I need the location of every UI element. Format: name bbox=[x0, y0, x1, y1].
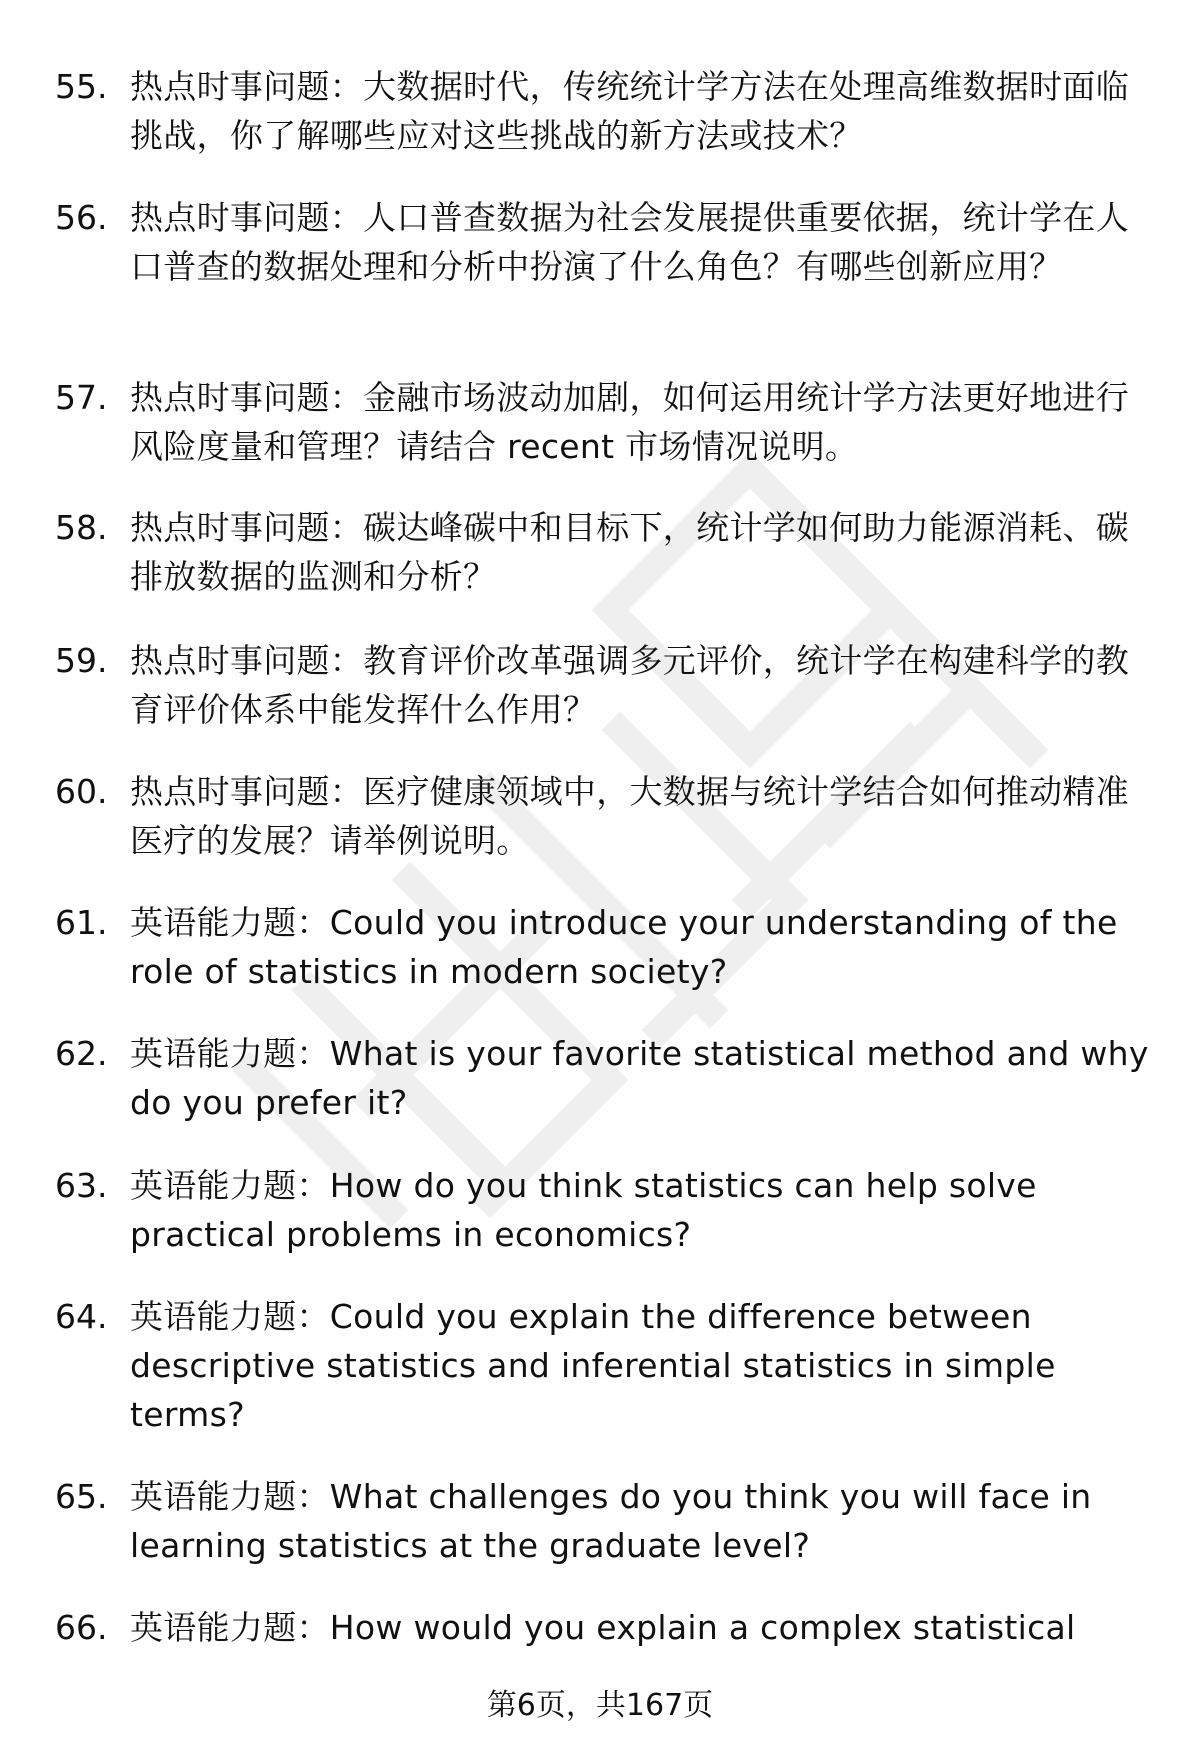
question-number: 58. bbox=[55, 508, 108, 547]
question-text: 热点时事问题：大数据时代，传统统计学方法在处理高维数据时面临挑战，你了解哪些应对这些挑战的新方法或技术？ bbox=[130, 67, 1129, 155]
question-text: 热点时事问题：教育评价改革强调多元评价，统计学在构建科学的教育评价体系中能发挥什么作用？ bbox=[130, 641, 1129, 729]
question-number: 63. bbox=[55, 1166, 108, 1205]
question-number: 55. bbox=[55, 67, 108, 106]
question-text: 英语能力题：How would you explain a complex statistical bbox=[130, 1608, 1076, 1647]
question-number: 60. bbox=[55, 772, 108, 811]
question-text: 英语能力题：Could you explain the difference between descriptive statistics and inferential statistics in simple terms? bbox=[130, 1297, 1056, 1434]
question-text: 热点时事问题：人口普查数据为社会发展提供重要依据，统计学在人口普查的数据处理和分析中扮演了什么角色？有哪些创新应用？ bbox=[130, 198, 1129, 286]
question-text: 热点时事问题：碳达峰碳中和目标下，统计学如何助力能源消耗、碳排放数据的监测和分析？ bbox=[130, 508, 1129, 596]
question-number: 59. bbox=[55, 641, 108, 680]
question-text: 英语能力题：What is your favorite statistical method and why do you prefer it? bbox=[130, 1034, 1149, 1122]
question-text: 英语能力题：Could you introduce your understanding of the role of statistics in modern society? bbox=[130, 903, 1118, 991]
question-number: 66. bbox=[55, 1608, 108, 1647]
question-number: 62. bbox=[55, 1034, 108, 1073]
question-text: 英语能力题：What challenges do you think you will face in learning statistics at the graduate level? bbox=[130, 1477, 1092, 1565]
question-number: 64. bbox=[55, 1297, 108, 1336]
question-number: 61. bbox=[55, 903, 108, 942]
question-number: 57. bbox=[55, 378, 108, 417]
question-text: 英语能力题：How do you think statistics can help solve practical problems in economics? bbox=[130, 1166, 1037, 1254]
question-number: 65. bbox=[55, 1477, 108, 1516]
question-text: 热点时事问题：金融市场波动加剧，如何运用统计学方法更好地进行风险度量和管理？请结合 recent 市场情况说明。 bbox=[130, 378, 1129, 466]
question-text: 热点时事问题：医疗健康领域中，大数据与统计学结合如何推动精准医疗的发展？请举例说明。 bbox=[130, 772, 1129, 860]
question-number: 56. bbox=[55, 198, 108, 237]
page-footer: 第6页，共167页 bbox=[486, 1688, 714, 1723]
